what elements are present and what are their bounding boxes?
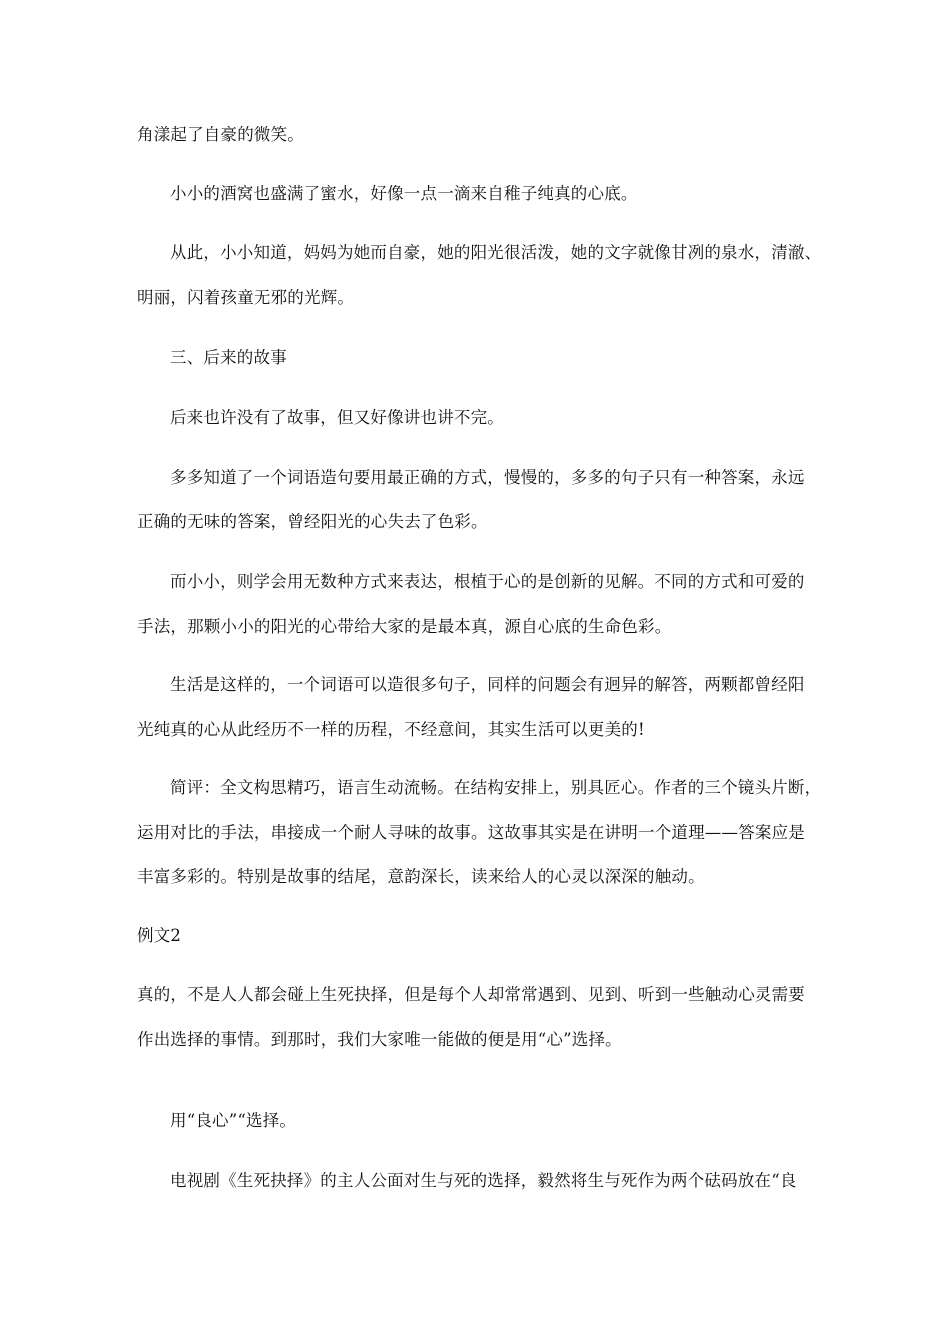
paragraph-5-line-1: 后来也许没有了故事，但又好像讲也讲不完。 xyxy=(170,408,504,427)
review-line-3: 丰富多彩的。特别是故事的结尾，意韵深长，读来给人的心灵以深深的触动。 xyxy=(137,867,705,886)
paragraph-7-line-2: 手法，那颗小小的阳光的心带给大家的是最本真，源自心底的生命色彩。 xyxy=(137,617,672,636)
paragraph-6-line-1: 多多知道了一个词语造句要用最正确的方式，慢慢的，多多的句子只有一种答案，永远 xyxy=(170,468,805,487)
paragraph-7-line-1: 而小小，则学会用无数种方式来表达，根植于心的是创新的见解。不同的方式和可爱的 xyxy=(170,572,805,591)
paragraph-12-line-1: 用“良心”“选择。 xyxy=(170,1111,297,1130)
paragraph-6-line-2: 正确的无味的答案，曾经阳光的心失去了色彩。 xyxy=(137,512,488,531)
paragraph-11-line-2: 作出选择的事情。到那时，我们大家唯一能做的便是用“心”选择。 xyxy=(137,1030,622,1049)
paragraph-2-line-1: 小小的酒窝也盛满了蜜水，好像一点一滴来自稚子纯真的心底。 xyxy=(170,184,638,203)
paragraph-11-line-1: 真的，不是人人都会碰上生死抉择，但是每个人却常常遇到、见到、听到一些触动心灵需要 xyxy=(137,985,805,1004)
paragraph-8-line-2: 光纯真的心从此经历不一样的历程，不经意间，其实生活可以更美的! xyxy=(137,720,645,739)
paragraph-8-line-1: 生活是这样的，一个词语可以造很多句子，同样的问题会有迥异的解答，两颗都曾经阳 xyxy=(170,675,805,694)
paragraph-3-line-1: 从此，小小知道，妈妈为她而自豪，她的阳光很活泼，她的文字就像甘冽的泉水，清澈、 xyxy=(170,243,822,262)
review-line-2: 运用对比的手法，串接成一个耐人寻味的故事。这故事其实是在讲明一个道理——答案应是 xyxy=(137,823,805,842)
paragraph-1-line-1: 角漾起了自豪的微笑。 xyxy=(137,125,304,144)
example-heading: 例文2 xyxy=(137,926,182,945)
paragraph-3-line-2: 明丽，闪着孩童无邪的光辉。 xyxy=(137,288,355,307)
section-heading: 三、后来的故事 xyxy=(170,348,287,367)
paragraph-13-line-1: 电视剧《生死抉择》的主人公面对生与死的选择，毅然将生与死作为两个砝码放在“良 xyxy=(170,1171,797,1190)
review-line-1: 简评：全文构思精巧，语言生动流畅。在结构安排上，别具匠心。作者的三个镜头片断， xyxy=(170,778,822,797)
